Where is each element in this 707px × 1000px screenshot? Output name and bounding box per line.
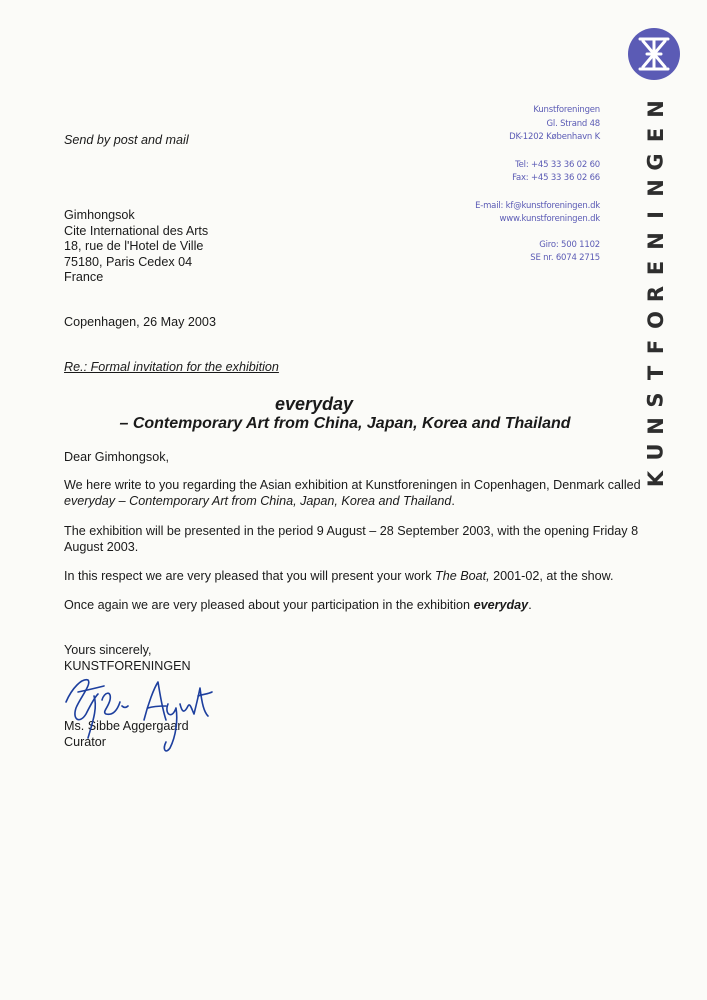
brand-letter: O [643, 311, 668, 330]
paragraph-2: The exhibition will be presented in the period 9 August – 28 September 2003, with the opening Friday 8 August 2003. [64, 524, 639, 554]
brand-letter: S [644, 392, 668, 408]
kf-logo-icon [627, 27, 681, 81]
brand-letter: N [643, 232, 668, 250]
recipient-line: 75180, Paris Cedex 04 [64, 254, 193, 269]
paragraph-1: We here write to you regarding the Asian exhibition at Kunstforeningen in Copenhagen, Denmark called everyday – Contemporary Art from China, Japan, Korea and Thailand. [64, 478, 641, 508]
exhibition-name-italic: everyday – Contemporary Art from China, Japan, Korea and Thailand [64, 493, 452, 508]
recipient-address [64, 208, 208, 286]
closing-organization: KUNSTFORENINGEN [64, 658, 191, 673]
date-line: Copenhagen, 26 May 2003 [64, 315, 216, 329]
paragraph-3: In this respect we are very pleased that you will present your work The Boat, 2001-02, at the show. [64, 569, 614, 583]
signer-name: Ms. Sibbe Aggergaard [64, 719, 189, 733]
brand-letter: F [643, 339, 668, 354]
exhibition-title: everyday [274, 394, 354, 414]
recipient-line: France [64, 270, 104, 284]
address-line: DK-1202 København K [509, 132, 600, 142]
brand-letter: U [644, 443, 668, 462]
recipient-line: 18, rue de l'Hotel de Ville [64, 239, 204, 253]
phone: Tel: +45 33 36 02 60 [515, 159, 600, 170]
brand-letter: G [644, 153, 668, 171]
brand-letter: K [644, 470, 668, 488]
brand-letter: E [643, 128, 668, 143]
subject-line: Re.: Formal invitation for the exhibition [64, 360, 279, 374]
giro: Giro: 500 1102 [539, 239, 600, 250]
signature-icon [58, 664, 218, 758]
brand-letter: I [643, 210, 668, 219]
artwork-title: The Boat, [435, 569, 490, 583]
address-line: Kunstforeningen [533, 105, 600, 115]
closing-line: Yours sincerely, [64, 643, 152, 657]
exhibition-subtitle: – Contemporary Art from China, Japan, Korea and Thailand [119, 415, 571, 432]
email: E-mail: kf@kunstforeningen.dk [475, 200, 600, 211]
exhibition-name-bold: everyday [473, 598, 529, 612]
brand-letter: N [643, 100, 668, 118]
send-by-note: Send by post and mail [64, 133, 189, 147]
brand-letter: R [643, 285, 668, 303]
address-line: Gl. Strand 48 [546, 118, 600, 129]
brand-letter: E [643, 260, 668, 275]
signer-title: Curator [64, 734, 106, 749]
recipient-line: Cite International des Arts [64, 223, 209, 238]
brand-letter: N [643, 417, 668, 435]
se-number: SE nr. 6074 2715 [530, 253, 600, 263]
brand-letter: N [643, 179, 668, 198]
letterhead-address [380, 104, 600, 266]
fax: Fax: +45 33 36 02 66 [512, 173, 600, 183]
recipient-line: Gimhongsok [64, 208, 135, 222]
brand-letter: T [643, 366, 668, 381]
website: www.kunstforeningen.dk [499, 214, 600, 224]
paragraph-4: Once again we are very pleased about your participation in the exhibition everyday. [64, 598, 532, 612]
salutation: Dear Gimhongsok, [64, 450, 169, 464]
